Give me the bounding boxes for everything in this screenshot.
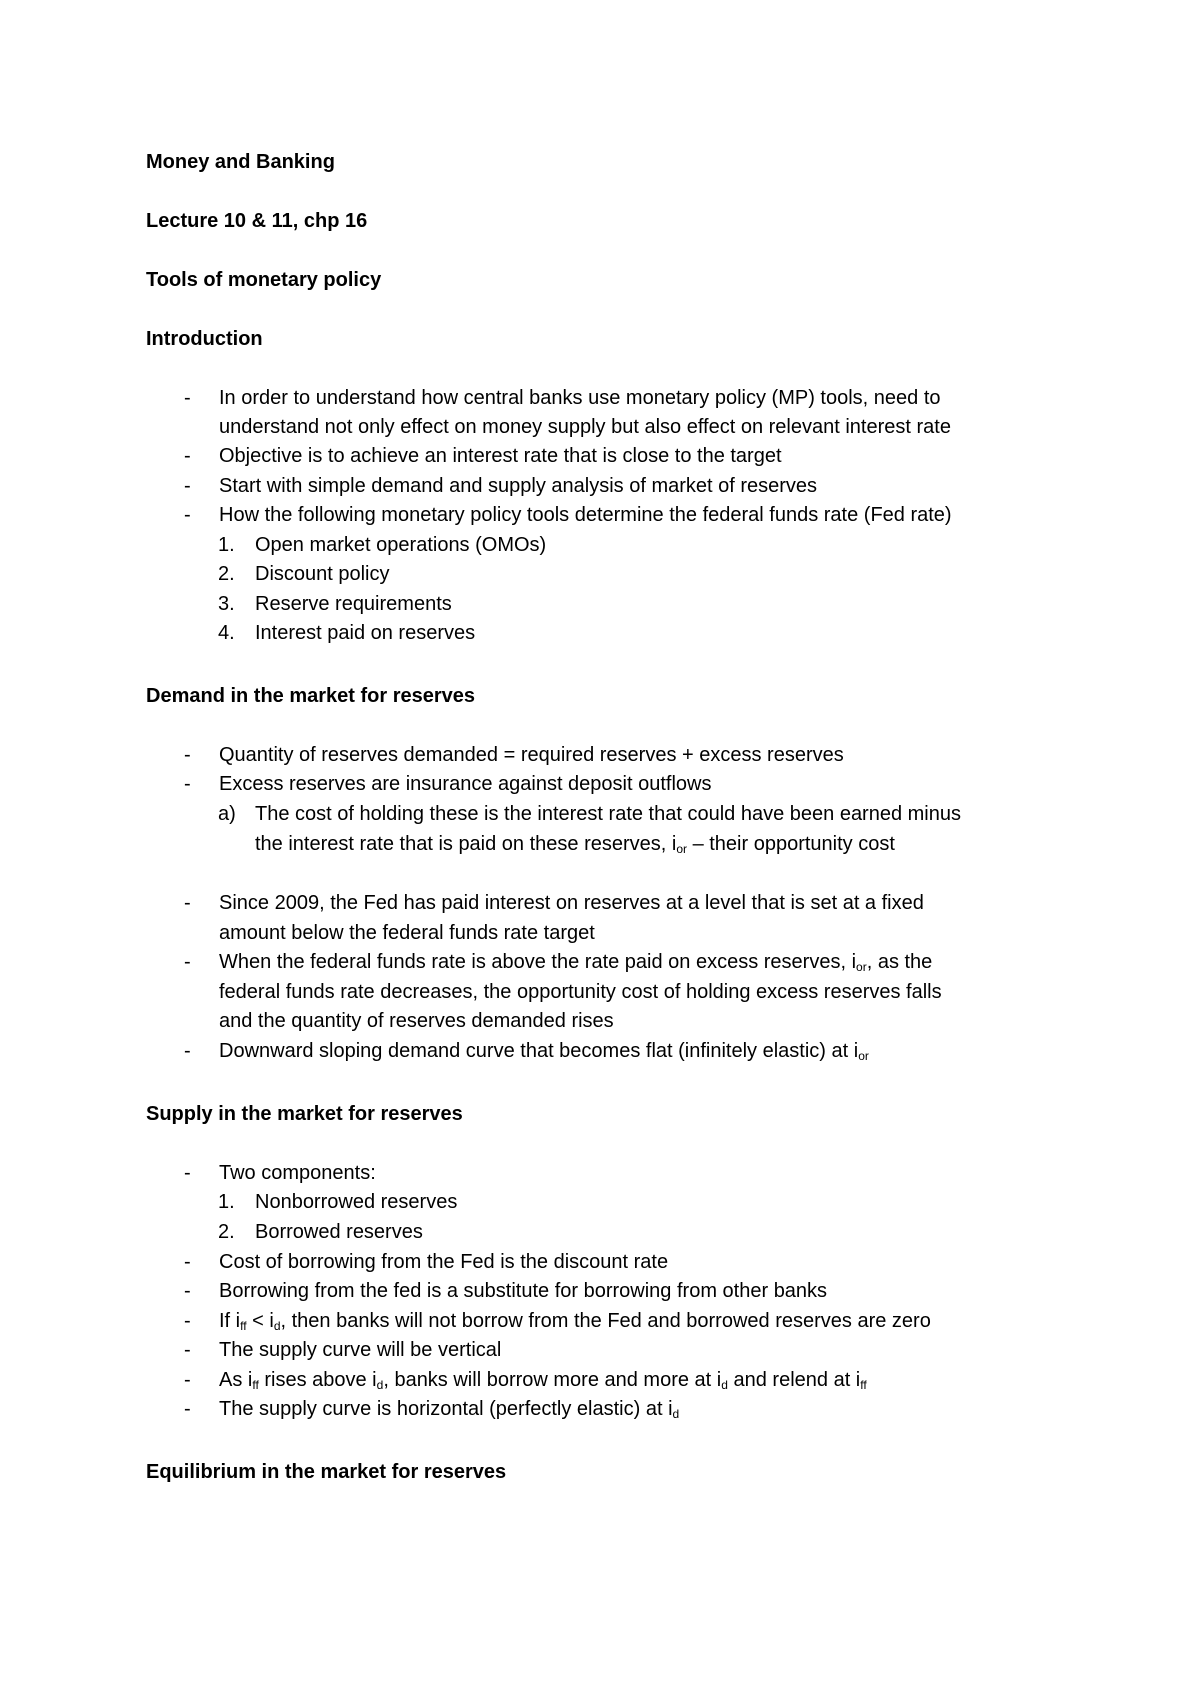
supply-bullet-6: As $i_{ff}$ rises above $i_d$, banks will borrow more and more at $i_d$ and relend at $i_{ff}$ — [219, 1369, 867, 1392]
bullet-dash: - — [184, 892, 191, 914]
tool-item: Discount policy — [255, 563, 390, 585]
supply-bullet-7: The supply curve is horizontal (perfectly elastic) at $i_d$ — [219, 1398, 680, 1421]
lecture-title: Lecture 10 & 11, chp 16 — [146, 210, 368, 232]
demand-bullet-5: Downward sloping demand curve that becomes flat (infinitely elastic) at $i_{or}$ — [219, 1040, 869, 1063]
subscript: ff — [240, 1319, 247, 1333]
bullet-dash: - — [184, 475, 191, 497]
demand-bullet-2: Excess reserves are insurance against deposit outflows — [219, 773, 712, 795]
bullet-dash: - — [184, 773, 191, 795]
list-number: 2. — [218, 563, 235, 585]
bullet-dash: - — [184, 1251, 191, 1273]
intro-bullet-4: How the following monetary policy tools determine the federal funds rate (Fed rate) — [219, 504, 952, 526]
demand-sub-a-line-1: The cost of holding these is the interest rate that could have been earned minus — [255, 803, 961, 825]
subscript: d — [672, 1407, 680, 1421]
demand-heading: Demand in the market for reserves — [146, 685, 476, 707]
component-item: Borrowed reserves — [255, 1221, 423, 1243]
bullet-dash: - — [184, 1310, 191, 1332]
demand-bullet-3-line-2: amount below the federal funds rate target — [219, 922, 595, 944]
demand-bullet-1: Quantity of reserves demanded = required reserves + excess reserves — [219, 744, 844, 766]
sub-list-marker: a) — [218, 803, 236, 825]
supply-bullet-2: Cost of borrowing from the Fed is the discount rate — [219, 1251, 669, 1273]
supply-bullet-3: Borrowing from the fed is a substitute for borrowing from other banks — [219, 1280, 828, 1302]
list-number: 3. — [218, 593, 235, 615]
subscript: or — [676, 842, 688, 856]
tool-item: Reserve requirements — [255, 593, 452, 615]
subscript: d — [273, 1319, 281, 1333]
bullet-dash: - — [184, 951, 191, 973]
list-number: 1. — [218, 534, 235, 556]
list-number: 1. — [218, 1191, 235, 1213]
bullet-dash: - — [184, 1040, 191, 1062]
subscript: or — [858, 1049, 869, 1063]
list-number: 4. — [218, 622, 235, 644]
bullet-dash: - — [184, 1162, 191, 1184]
intro-bullet-1-line-2: understand not only effect on money supply but also effect on relevant interest rate — [219, 416, 951, 438]
bullet-dash: - — [184, 504, 191, 526]
subscript: ff — [252, 1378, 259, 1392]
bullet-dash: - — [184, 1280, 191, 1302]
bullet-dash: - — [184, 1369, 191, 1391]
bullet-dash: - — [184, 1398, 191, 1420]
demand-bullet-4-line-3: and the quantity of reserves demanded rises — [219, 1010, 614, 1032]
demand-sub-a-line-2: the interest rate that is paid on these reserves, $i_{or}$ – their opportunity cost — [255, 833, 895, 856]
subscript: or — [856, 960, 867, 974]
topic-title: Tools of monetary policy — [146, 269, 382, 291]
intro-bullet-3: Start with simple demand and supply analysis of market of reserves — [219, 475, 818, 497]
demand-bullet-4-line-2: federal funds rate decreases, the opportunity cost of holding excess reserves falls — [219, 981, 942, 1003]
demand-bullet-3-line-1: Since 2009, the Fed has paid interest on reserves at a level that is set at a fixed — [219, 892, 924, 914]
bullet-dash: - — [184, 1339, 191, 1361]
demand-bullet-4-line-1: When the federal funds rate is above the rate paid on excess reserves, $i_{or}$, as the — [219, 951, 933, 974]
supply-heading: Supply in the market for reserves — [146, 1103, 463, 1125]
supply-bullet-1: Two components: — [219, 1162, 376, 1184]
equilibrium-heading: Equilibrium in the market for reserves — [146, 1461, 507, 1483]
list-number: 2. — [218, 1221, 235, 1243]
intro-bullet-2: Objective is to achieve an interest rate that is close to the target — [219, 445, 782, 467]
course-title: Money and Banking — [146, 151, 335, 173]
subscript: d — [721, 1378, 728, 1392]
bullet-dash: - — [184, 744, 191, 766]
supply-bullet-4: If $i_{ff} < i_d$, then banks will not borrow from the Fed and borrowed reserves are zero — [219, 1310, 931, 1333]
supply-bullet-5: The supply curve will be vertical — [219, 1339, 502, 1361]
tool-item: Open market operations (OMOs) — [255, 534, 547, 556]
subscript: d — [376, 1378, 384, 1392]
subscript: ff — [860, 1378, 867, 1392]
component-item: Nonborrowed reserves — [255, 1191, 458, 1213]
bullet-dash: - — [184, 387, 191, 409]
intro-bullet-1-line-1: In order to understand how central banks use monetary policy (MP) tools, need to — [219, 387, 941, 409]
tool-item: Interest paid on reserves — [255, 622, 476, 644]
introduction-heading: Introduction — [146, 328, 263, 350]
bullet-dash: - — [184, 445, 191, 467]
